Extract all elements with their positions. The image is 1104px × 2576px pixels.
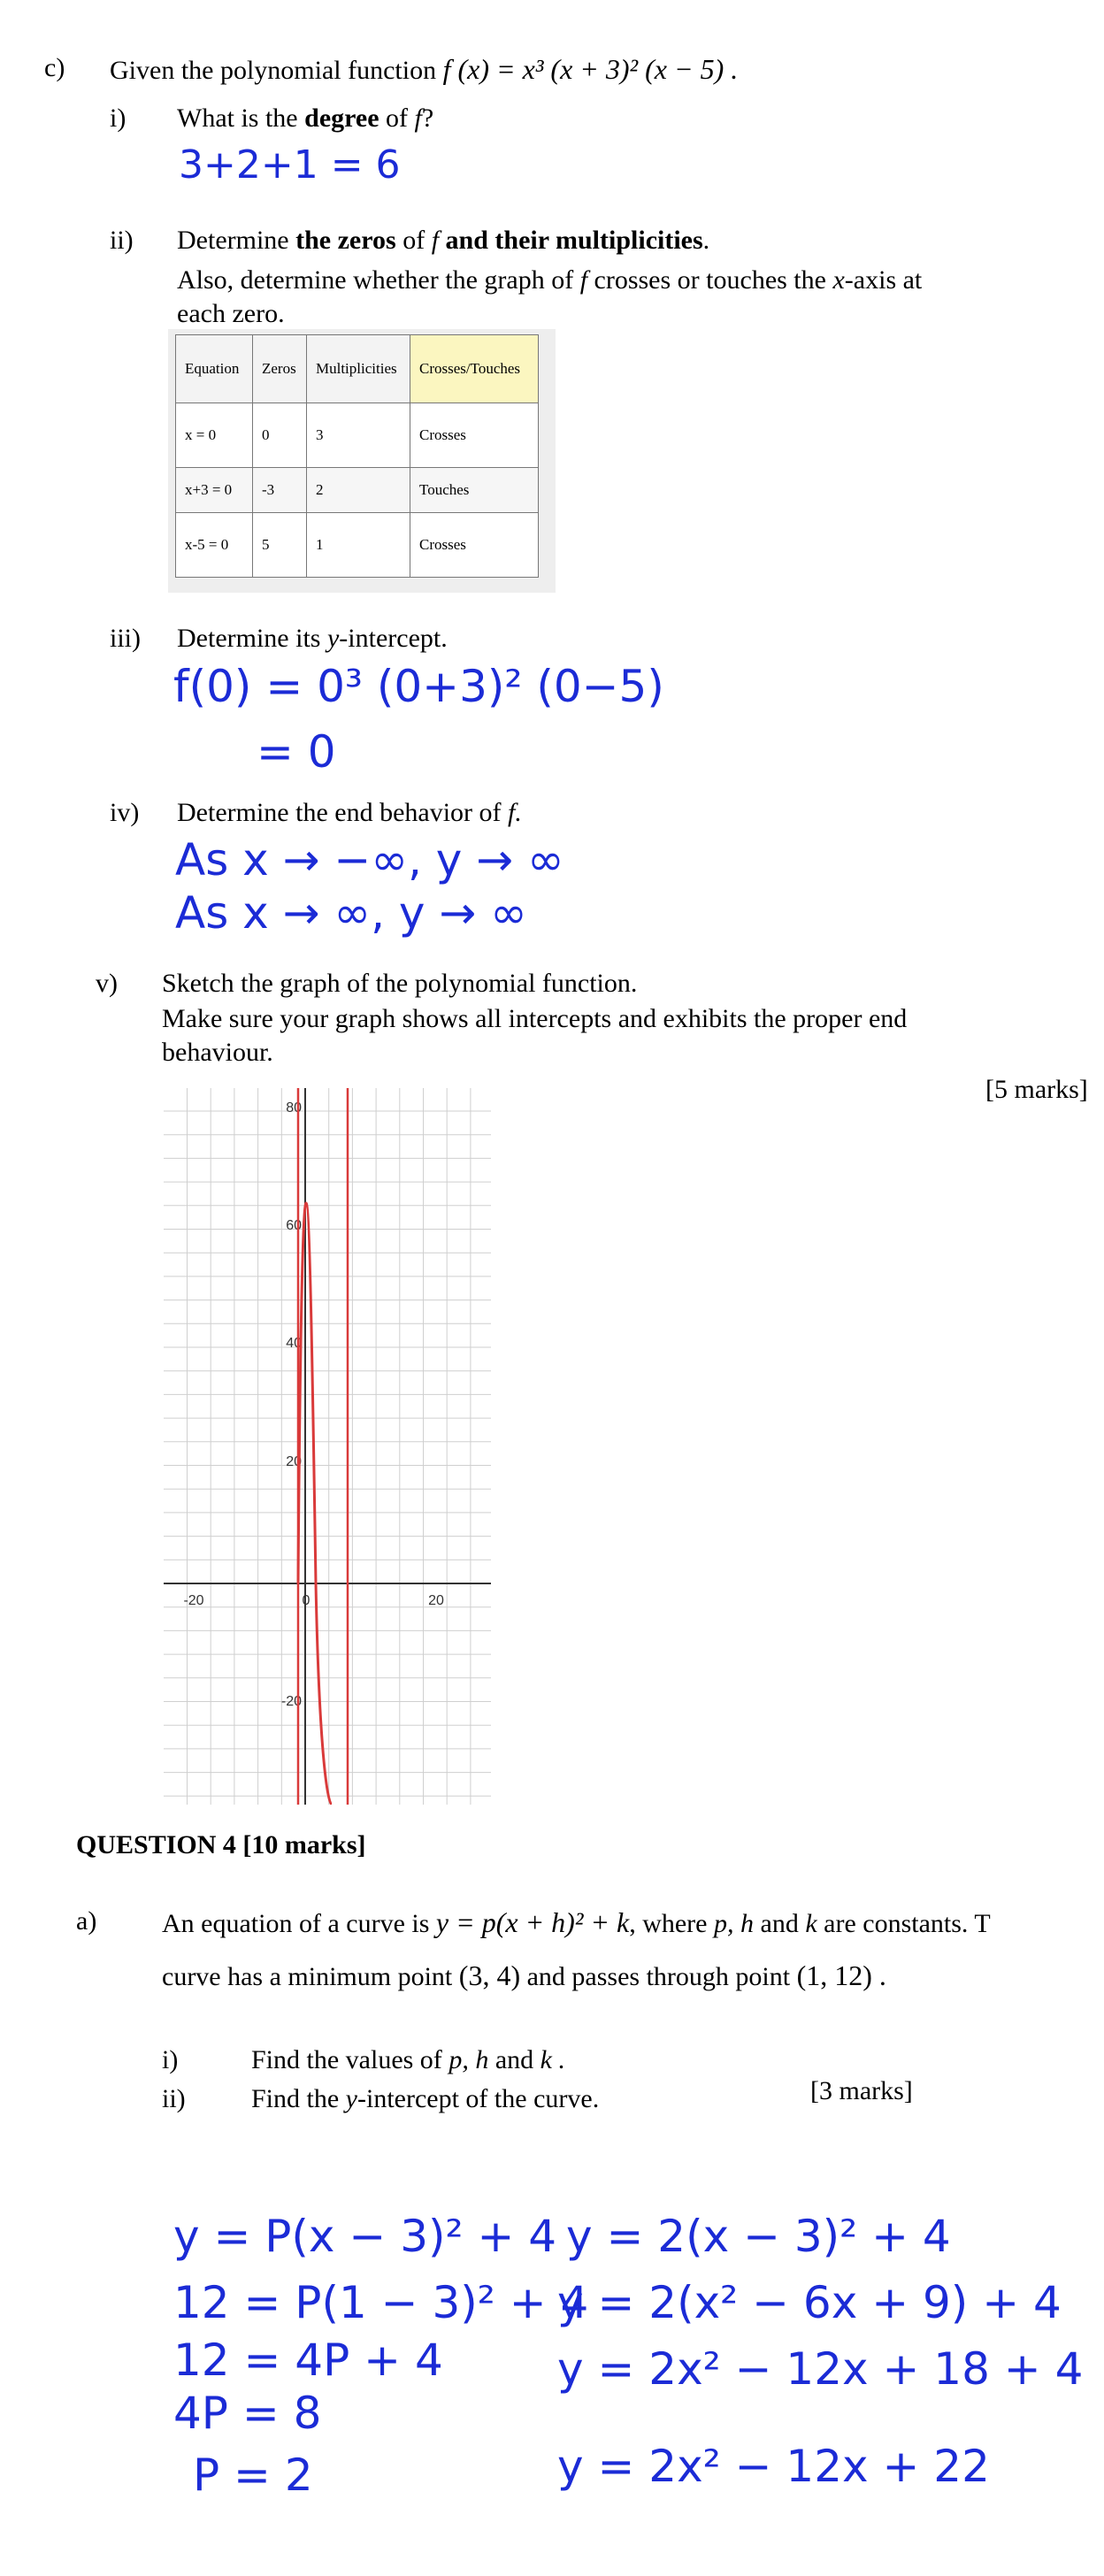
x-tick-label: -20 [183,1593,204,1608]
q4-handwritten-line1: As x → −∞, y → ∞ [175,834,564,886]
q4-var: f. [508,798,522,827]
q1-var: f [414,104,422,133]
q1-handwritten-answer: 3+2+1 = 6 [179,142,401,188]
q2-line2-pre: Also, determine whether the graph of [177,265,580,295]
q3-pre: Determine its [177,624,327,653]
q4a-line1-mid: , where [629,1909,708,1938]
cell-multiplicity: 2 [307,468,410,513]
part-c-stem [110,51,738,88]
q4-number: iv) [110,798,140,827]
q5-marks: [5 marks] [985,1075,1088,1104]
working-left-line1: y = P(x − 3)² + 4 [173,2211,557,2262]
header-crosses-touches: Crosses/Touches [410,335,539,403]
working-left-line4: 4P = 8 [173,2388,322,2439]
q1-pre: What is the [177,104,305,133]
cell-zero: 0 [253,403,307,468]
q4a-sub-ii-number: ii) [162,2084,186,2113]
cell-crosses-touches: Touches [410,468,539,513]
q3-handwritten-line1: f(0) = 0³ (0+3)² (0−5) [173,661,664,712]
q4a-equation: y = p(x + h)² + k [435,1906,630,1938]
sub-i-vars: p, h [448,2045,489,2074]
working-right-line1: y = 2(x − 3)² + 4 [566,2211,951,2262]
q4a-sub-ii-text [251,2082,599,2116]
cell-equation: x+3 = 0 [176,468,253,513]
function-expression: f (x) = x³ (x + 3)² (x − 5) . [442,53,739,85]
q1-end: ? [421,104,434,133]
x-tick-label: 20 [428,1593,444,1608]
header-equation: Equation [176,335,253,403]
q4a-sub-i-text [251,2043,565,2077]
q2-bold1: the zeros [295,226,396,255]
working-right-line4: y = 2x² − 12x + 22 [557,2441,990,2492]
part-c-label: c) [44,53,65,82]
sub-ii-pre: Find the [251,2084,346,2113]
q1-post: of [379,104,415,133]
q1-text [177,102,433,135]
cell-multiplicity: 1 [307,513,410,578]
q1-bold: degree [304,104,380,133]
q4a-line1 [162,1905,991,1941]
y-tick-label: -20 [280,1694,302,1709]
zeros-table [175,334,539,578]
y-tick-label: 20 [286,1454,302,1469]
sub-i-k: k . [540,2045,565,2074]
polynomial-curve [298,1203,332,1805]
stem-text: Given the polynomial function [110,56,437,85]
cell-crosses-touches: Crosses [410,403,539,468]
sub-i-pre: Find the values of [251,2045,442,2074]
q2-line2-mid: crosses or touches the [587,265,833,295]
q5-number: v) [96,969,118,998]
q4-pre: Determine the end behavior of [177,798,509,827]
cell-equation: x = 0 [176,403,253,468]
question4-title: QUESTION 4 [10 marks] [76,1830,366,1859]
q5-line3: behaviour. [162,1038,273,1067]
q4-handwritten-line2: As x → ∞, y → ∞ [175,887,527,939]
q3-post: -intercept. [339,624,448,653]
q2-number: ii) [110,226,134,255]
q3-text [177,622,448,656]
polynomial-graph [164,1088,491,1805]
q4a-line2 [162,1958,886,1994]
table-row [176,513,539,578]
sub-ii-post: -intercept of the curve. [357,2084,600,2113]
q4a-and: and [760,1909,799,1938]
q2-end: . [702,226,710,255]
q2-line2-x: x [832,265,845,295]
cell-zero: -3 [253,468,307,513]
y-tick-label: 60 [286,1218,302,1233]
x-tick-label: 0 [302,1593,310,1608]
q4a-label: a) [76,1906,97,1936]
table-row [176,403,539,468]
q4a-point1: (3, 4) [458,1959,521,1991]
q2-var: f [431,226,440,255]
q3-var: y [326,624,340,653]
q4a-kvar: k [805,1909,817,1938]
working-right-line3: y = 2x² − 12x + 18 + 4 [557,2343,1084,2395]
y-tick-label: 80 [286,1100,302,1116]
q4a-marks: [3 marks] [810,2076,913,2105]
q4a-line1-pre: An equation of a curve is [162,1909,430,1938]
y-tick-label: 40 [286,1336,302,1351]
cell-equation: x-5 = 0 [176,513,253,578]
sub-i-and: and [494,2045,534,2074]
q3-number: iii) [110,624,141,653]
working-left-line2: 12 = P(1 − 3)² + 4 [173,2277,589,2328]
q2-line2-post: -axis at [844,265,923,295]
q4a-sub-i-number: i) [162,2045,179,2074]
q4a-line2-pre: curve has a minimum point [162,1962,453,1991]
q5-line2: Make sure your graph shows all intercepts and exhibits the proper end [162,1004,908,1033]
q5-line1: Sketch the graph of the polynomial function. [162,969,638,998]
q2-line2-var: f [579,265,588,295]
header-zeros: Zeros [253,335,307,403]
table-row [176,468,539,513]
q4a-line2-mid: and passes through point [526,1962,791,1991]
working-left-line5: P = 2 [193,2450,313,2501]
q2-text [177,224,709,257]
graph-grid [164,1088,491,1805]
zeros-table-header-row [176,335,539,403]
q1-number: i) [110,104,126,133]
q4a-line1-post: are constants. T [824,1909,991,1938]
working-left-line3: 12 = 4P + 4 [173,2334,443,2386]
q2-text-line2 [177,264,922,297]
q4a-vars: p, h [714,1909,754,1938]
cell-zero: 5 [253,513,307,578]
q2-mid: of [395,226,432,255]
q2-bold2: and their multiplicities [439,226,703,255]
q4-text [177,796,522,830]
q2-text-line3: each zero. [177,299,285,328]
cell-multiplicity: 3 [307,403,410,468]
q3-handwritten-line2: = 0 [257,726,336,778]
q2-pre: Determine [177,226,296,255]
header-multiplicities: Multiplicities [307,335,410,403]
sub-ii-var: y [345,2084,357,2113]
q4a-point2: (1, 12) . [796,1959,886,1991]
working-right-line2: y = 2(x² − 6x + 9) + 4 [557,2277,1062,2328]
cell-crosses-touches: Crosses [410,513,539,578]
